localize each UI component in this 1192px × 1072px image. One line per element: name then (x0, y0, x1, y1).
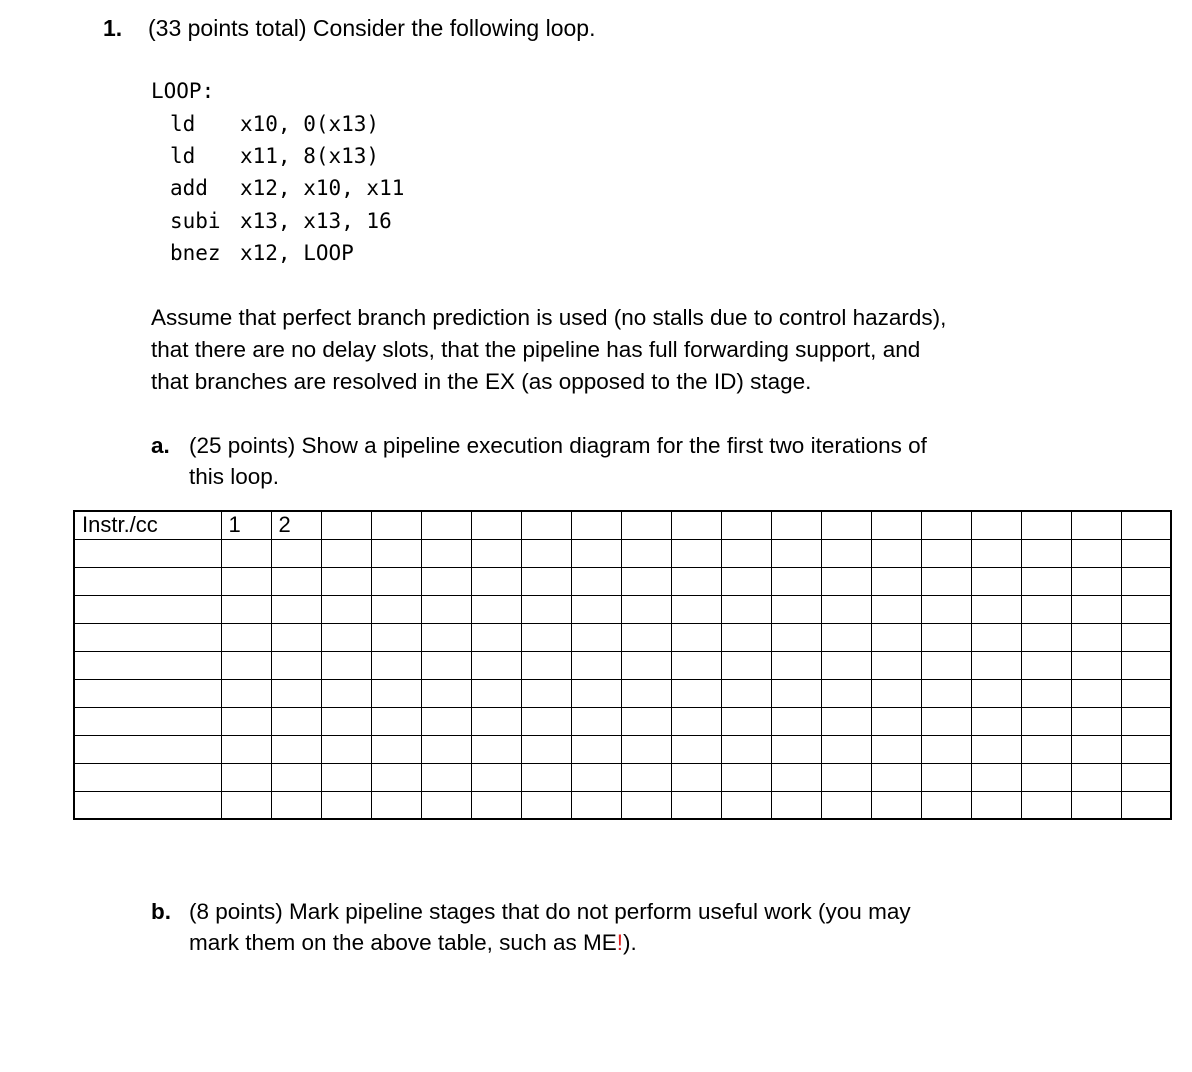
stage-cell[interactable] (621, 791, 671, 819)
stage-cell[interactable] (871, 791, 921, 819)
cycle-header-cell (721, 511, 771, 539)
stage-cell[interactable] (321, 707, 371, 735)
stage-cell[interactable] (621, 763, 671, 791)
code-line (170, 140, 379, 172)
stage-cell[interactable] (421, 791, 471, 819)
stage-cell[interactable] (321, 595, 371, 623)
stage-cell[interactable] (871, 763, 921, 791)
stage-cell[interactable] (221, 595, 271, 623)
stage-cell[interactable] (321, 763, 371, 791)
stage-cell[interactable] (1071, 763, 1121, 791)
stage-cell[interactable] (921, 623, 971, 651)
cycle-header-cell (1021, 511, 1071, 539)
stage-cell[interactable] (721, 651, 771, 679)
stage-cell[interactable] (971, 651, 1021, 679)
stage-cell[interactable] (471, 735, 521, 763)
stage-cell[interactable] (371, 651, 421, 679)
stage-cell[interactable] (571, 763, 621, 791)
cycle-header-cell (771, 511, 821, 539)
stage-cell[interactable] (471, 651, 521, 679)
stage-cell[interactable] (1071, 623, 1121, 651)
stage-cell[interactable] (521, 623, 571, 651)
code-operands: x10, 0(x13) (240, 112, 380, 136)
cycle-header-cell (371, 511, 421, 539)
stage-cell[interactable] (571, 791, 621, 819)
stage-cell[interactable] (621, 595, 671, 623)
stage-cell[interactable] (271, 567, 321, 595)
stage-cell[interactable] (521, 791, 571, 819)
stage-cell[interactable] (1021, 707, 1071, 735)
stage-cell[interactable] (721, 791, 771, 819)
stage-cell[interactable] (921, 707, 971, 735)
stage-cell[interactable] (671, 567, 721, 595)
stage-cell[interactable] (571, 679, 621, 707)
assumptions-line: that branches are resolved in the EX (as opposed to the ID) stage. (151, 369, 812, 394)
stage-cell[interactable] (671, 735, 721, 763)
stage-cell[interactable] (1121, 595, 1171, 623)
instruction-cell[interactable] (74, 679, 221, 707)
part-a-text (189, 430, 927, 492)
code-operands: x12, LOOP (240, 241, 354, 265)
stage-cell[interactable] (871, 595, 921, 623)
stage-cell[interactable] (771, 679, 821, 707)
stage-cell[interactable] (821, 707, 871, 735)
part-b-line (189, 927, 911, 958)
stage-cell[interactable] (671, 595, 721, 623)
stage-cell[interactable] (221, 707, 271, 735)
stage-cell[interactable] (771, 791, 821, 819)
stage-cell[interactable] (221, 623, 271, 651)
stage-cell[interactable] (471, 791, 521, 819)
stage-cell[interactable] (971, 707, 1021, 735)
stage-cell[interactable] (471, 707, 521, 735)
stage-cell[interactable] (221, 791, 271, 819)
stage-cell[interactable] (721, 763, 771, 791)
stage-cell[interactable] (971, 539, 1021, 567)
stage-cell[interactable] (1121, 735, 1171, 763)
stage-cell[interactable] (571, 651, 621, 679)
stage-cell[interactable] (321, 651, 371, 679)
table-row (74, 651, 1171, 679)
stage-cell[interactable] (621, 679, 671, 707)
stage-cell[interactable] (271, 763, 321, 791)
stage-cell[interactable] (1071, 791, 1121, 819)
stage-cell[interactable] (1021, 679, 1071, 707)
stage-cell[interactable] (671, 707, 721, 735)
stage-cell[interactable] (1121, 763, 1171, 791)
part-b-line: (8 points) Mark pipeline stages that do not perform useful work (you may (189, 899, 911, 924)
stage-cell[interactable] (1121, 679, 1171, 707)
stage-cell[interactable] (621, 567, 671, 595)
stage-cell[interactable] (371, 595, 421, 623)
stage-cell[interactable] (1121, 707, 1171, 735)
stage-cell[interactable] (721, 735, 771, 763)
stage-cell[interactable] (671, 679, 721, 707)
stage-cell[interactable] (371, 679, 421, 707)
stage-cell[interactable] (671, 651, 721, 679)
stage-cell[interactable] (421, 679, 471, 707)
stage-cell[interactable] (621, 539, 671, 567)
stage-cell[interactable] (1021, 791, 1071, 819)
stage-cell[interactable] (571, 735, 621, 763)
cycle-header-cell: 2 (271, 511, 321, 539)
stage-cell[interactable] (271, 679, 321, 707)
pipeline-diagram-table (73, 510, 1172, 820)
stage-cell[interactable] (521, 735, 571, 763)
stage-cell[interactable] (871, 539, 921, 567)
stage-cell[interactable] (871, 679, 921, 707)
stage-cell[interactable] (821, 735, 871, 763)
stage-cell[interactable] (1071, 567, 1121, 595)
stage-cell[interactable] (571, 595, 621, 623)
stage-cell[interactable] (371, 539, 421, 567)
stage-cell[interactable] (921, 567, 971, 595)
stage-cell[interactable] (821, 651, 871, 679)
stage-cell[interactable] (821, 763, 871, 791)
cycle-header-cell (621, 511, 671, 539)
stage-cell[interactable] (471, 679, 521, 707)
stage-cell[interactable] (771, 595, 821, 623)
stage-cell[interactable] (271, 539, 321, 567)
stage-cell[interactable] (771, 735, 821, 763)
stage-cell[interactable] (1071, 679, 1121, 707)
part-a-line: this loop. (189, 464, 280, 489)
cycle-header-cell (571, 511, 621, 539)
stage-cell[interactable] (621, 735, 671, 763)
cycle-header-cell (821, 511, 871, 539)
stage-cell[interactable] (871, 651, 921, 679)
stage-cell[interactable] (321, 791, 371, 819)
table-row (74, 735, 1171, 763)
stage-cell[interactable] (271, 595, 321, 623)
stage-cell[interactable] (371, 623, 421, 651)
stage-cell[interactable] (771, 651, 821, 679)
stage-cell[interactable] (871, 567, 921, 595)
stage-cell[interactable] (821, 679, 871, 707)
cycle-header-cell (421, 511, 471, 539)
stage-cell[interactable] (721, 595, 771, 623)
stage-cell[interactable] (1021, 539, 1071, 567)
stage-cell[interactable] (821, 567, 871, 595)
stage-cell[interactable] (971, 763, 1021, 791)
instruction-cell[interactable] (74, 735, 221, 763)
code-operands: x12, x10, x11 (240, 176, 405, 200)
stage-cell[interactable] (1021, 567, 1071, 595)
stage-cell[interactable] (921, 595, 971, 623)
part-b-label: b. (151, 899, 171, 924)
cycle-header-cell (1121, 511, 1171, 539)
stage-cell[interactable] (1021, 595, 1071, 623)
stage-cell[interactable] (771, 707, 821, 735)
stage-cell[interactable] (821, 623, 871, 651)
stage-cell[interactable] (921, 651, 971, 679)
stage-cell[interactable] (921, 763, 971, 791)
table-row (74, 791, 1171, 819)
table-row (74, 679, 1171, 707)
stage-cell[interactable] (421, 763, 471, 791)
stage-cell[interactable] (821, 595, 871, 623)
part-a-label: a. (151, 433, 170, 458)
cycle-header-cell (921, 511, 971, 539)
stage-cell[interactable] (1071, 595, 1121, 623)
stage-cell[interactable] (421, 735, 471, 763)
assumptions-line: that there are no delay slots, that the pipeline has full forwarding support, and (151, 337, 921, 362)
stage-cell[interactable] (521, 567, 571, 595)
stage-cell[interactable] (671, 539, 721, 567)
stage-cell[interactable] (521, 679, 571, 707)
stage-cell[interactable] (421, 567, 471, 595)
stage-cell[interactable] (321, 679, 371, 707)
stage-cell[interactable] (1021, 623, 1071, 651)
cycle-header-cell (1071, 511, 1121, 539)
stage-cell[interactable] (671, 763, 721, 791)
stage-cell[interactable] (471, 763, 521, 791)
question-number: 1. (103, 15, 123, 41)
stage-cell[interactable] (471, 595, 521, 623)
stage-cell[interactable] (271, 707, 321, 735)
stage-cell[interactable] (621, 623, 671, 651)
stage-cell[interactable] (571, 623, 621, 651)
stage-cell[interactable] (821, 539, 871, 567)
stage-cell[interactable] (321, 567, 371, 595)
code-loop-label: LOOP: (151, 79, 215, 103)
stage-cell[interactable] (1021, 763, 1071, 791)
cycle-header-cell (521, 511, 571, 539)
cycle-header-cell (321, 511, 371, 539)
stage-cell[interactable] (1021, 651, 1071, 679)
stage-cell[interactable] (971, 791, 1021, 819)
assumptions-line: Assume that perfect branch prediction is used (no stalls due to control hazards), (151, 305, 947, 330)
stage-cell[interactable] (1121, 623, 1171, 651)
stage-cell[interactable] (721, 679, 771, 707)
exclamation-mark: ! (616, 930, 623, 955)
stage-cell[interactable] (471, 567, 521, 595)
stage-cell[interactable] (621, 707, 671, 735)
code-operands: x11, 8(x13) (240, 144, 380, 168)
instruction-cell[interactable] (74, 791, 221, 819)
stage-cell[interactable] (921, 735, 971, 763)
cycle-header-cell (971, 511, 1021, 539)
code-mnemonic: subi (170, 209, 221, 233)
stage-cell[interactable] (871, 623, 921, 651)
stage-cell[interactable] (221, 763, 271, 791)
stage-cell[interactable] (671, 623, 721, 651)
cycle-header-cell (871, 511, 921, 539)
stage-cell[interactable] (971, 595, 1021, 623)
stage-cell[interactable] (571, 707, 621, 735)
cycle-header-cell: 1 (221, 511, 271, 539)
stage-cell[interactable] (371, 735, 421, 763)
stage-cell[interactable] (421, 707, 471, 735)
table-row (74, 567, 1171, 595)
code-operands: x13, x13, 16 (240, 209, 392, 233)
part-b-line2-pre: mark them on the above table, such as ME (189, 930, 617, 955)
stage-cell[interactable] (871, 735, 921, 763)
instruction-cell[interactable] (74, 651, 221, 679)
stage-cell[interactable] (621, 651, 671, 679)
instruction-cell[interactable] (74, 763, 221, 791)
part-b-text (189, 896, 911, 958)
stage-cell[interactable] (221, 679, 271, 707)
stage-cell[interactable] (421, 651, 471, 679)
stage-cell[interactable] (721, 539, 771, 567)
stage-cell[interactable] (271, 735, 321, 763)
stage-cell[interactable] (771, 539, 821, 567)
instruction-cell[interactable] (74, 595, 221, 623)
question-text: (33 points total) Consider the following loop. (148, 15, 596, 41)
stage-cell[interactable] (721, 567, 771, 595)
instruction-cell[interactable] (74, 707, 221, 735)
stage-cell[interactable] (821, 791, 871, 819)
stage-cell[interactable] (1121, 791, 1171, 819)
stage-cell[interactable] (971, 623, 1021, 651)
table-header-row (74, 511, 1171, 539)
stage-cell[interactable] (371, 791, 421, 819)
stage-cell[interactable] (571, 539, 621, 567)
stage-cell[interactable] (221, 539, 271, 567)
stage-cell[interactable] (221, 567, 271, 595)
stage-cell[interactable] (1121, 567, 1171, 595)
stage-cell[interactable] (921, 679, 971, 707)
stage-cell[interactable] (371, 567, 421, 595)
stage-cell[interactable] (971, 567, 1021, 595)
stage-cell[interactable] (471, 623, 521, 651)
stage-cell[interactable] (271, 623, 321, 651)
stage-cell[interactable] (571, 567, 621, 595)
stage-cell[interactable] (1121, 539, 1171, 567)
stage-cell[interactable] (521, 651, 571, 679)
stage-cell[interactable] (421, 539, 471, 567)
stage-cell[interactable] (521, 763, 571, 791)
stage-cell[interactable] (221, 735, 271, 763)
code-mnemonic: bnez (170, 241, 221, 265)
stage-cell[interactable] (771, 763, 821, 791)
part-a-line: (25 points) Show a pipeline execution diagram for the first two iterations of (189, 433, 927, 458)
stage-cell[interactable] (721, 623, 771, 651)
code-line (170, 172, 404, 204)
stage-cell[interactable] (371, 707, 421, 735)
stage-cell[interactable] (1071, 651, 1121, 679)
cycle-header-cell (471, 511, 521, 539)
stage-cell[interactable] (521, 595, 571, 623)
stage-cell[interactable] (371, 763, 421, 791)
table-row (74, 595, 1171, 623)
part-b-line2-post: ). (623, 930, 637, 955)
stage-cell[interactable] (921, 539, 971, 567)
code-mnemonic: ld (170, 144, 196, 168)
stage-cell[interactable] (521, 707, 571, 735)
stage-cell[interactable] (771, 623, 821, 651)
table-row (74, 763, 1171, 791)
code-line (170, 205, 392, 237)
code-line (170, 108, 379, 140)
stage-cell[interactable] (1071, 707, 1121, 735)
instruction-cell[interactable] (74, 567, 221, 595)
stage-cell[interactable] (321, 735, 371, 763)
stage-cell[interactable] (271, 791, 321, 819)
instruction-cell[interactable] (74, 623, 221, 651)
code-mnemonic: ld (170, 112, 196, 136)
stage-cell[interactable] (421, 595, 471, 623)
stage-cell[interactable] (271, 651, 321, 679)
stage-cell[interactable] (871, 707, 921, 735)
stage-cell[interactable] (521, 539, 571, 567)
corner-header-cell: Instr./cc (74, 511, 221, 539)
stage-cell[interactable] (421, 623, 471, 651)
table-row (74, 623, 1171, 651)
stage-cell[interactable] (471, 539, 521, 567)
table-row (74, 539, 1171, 567)
stage-cell[interactable] (721, 707, 771, 735)
stage-cell[interactable] (1071, 735, 1121, 763)
table-row (74, 707, 1171, 735)
cycle-header-cell (671, 511, 721, 539)
pipeline-table-body (74, 511, 1171, 819)
stage-cell[interactable] (1071, 539, 1121, 567)
stage-cell[interactable] (921, 791, 971, 819)
stage-cell[interactable] (321, 539, 371, 567)
stage-cell[interactable] (671, 791, 721, 819)
stage-cell[interactable] (1121, 651, 1171, 679)
stage-cell[interactable] (771, 567, 821, 595)
stage-cell[interactable] (971, 735, 1021, 763)
stage-cell[interactable] (971, 679, 1021, 707)
assumptions-paragraph (151, 302, 946, 398)
stage-cell[interactable] (321, 623, 371, 651)
stage-cell[interactable] (1021, 735, 1071, 763)
code-mnemonic: add (170, 176, 208, 200)
instruction-cell[interactable] (74, 539, 221, 567)
code-line (170, 237, 354, 269)
stage-cell[interactable] (221, 651, 271, 679)
